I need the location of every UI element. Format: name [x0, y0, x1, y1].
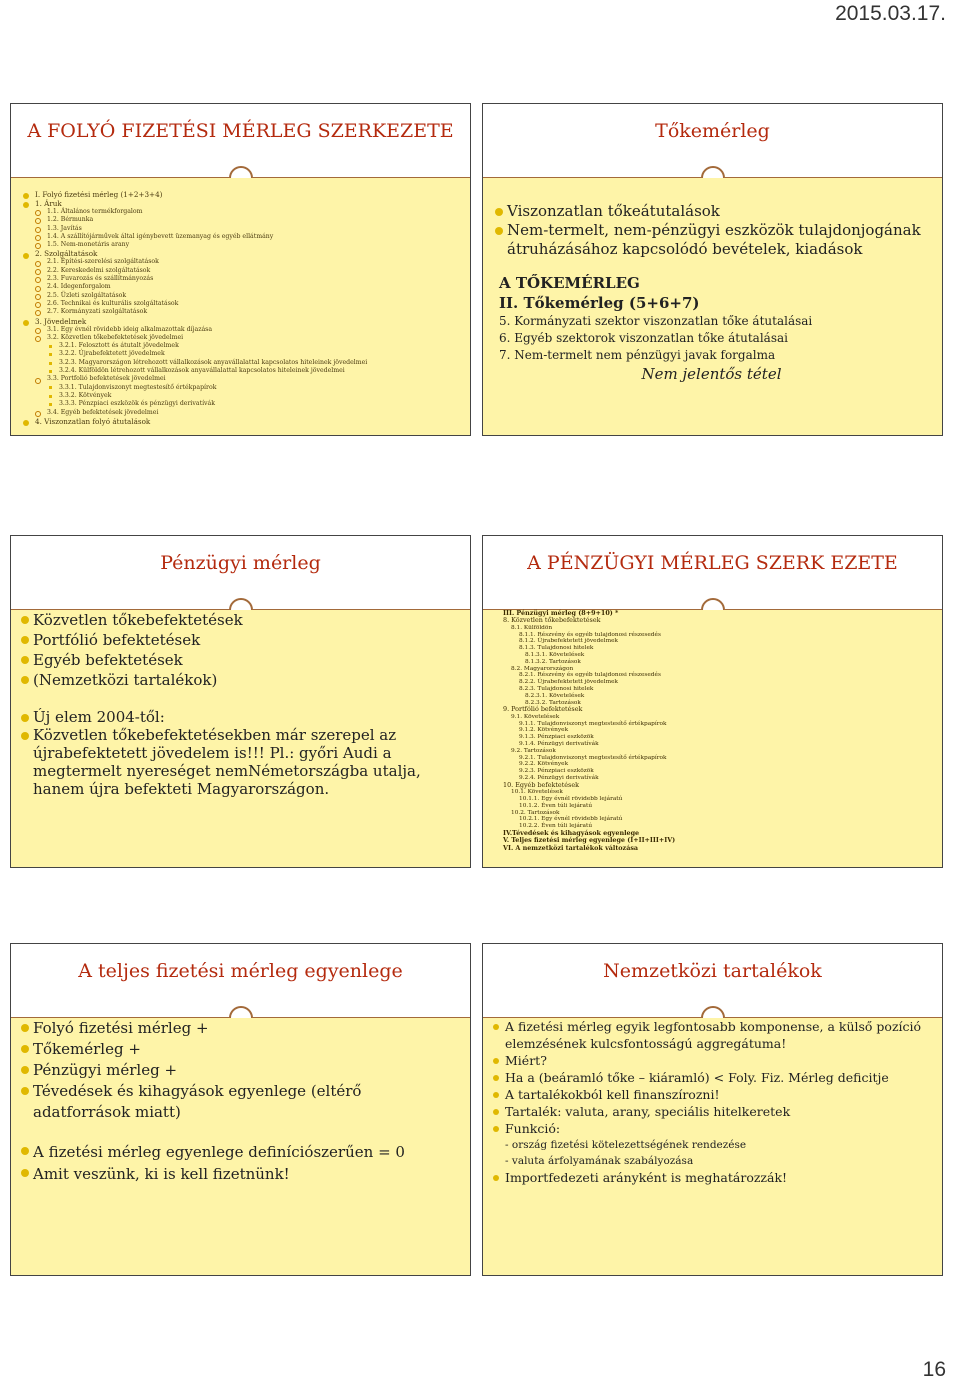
bullet-item: Amit veszünk, ki is kell fizetnünk! [17, 1163, 430, 1185]
outline-item: III. Pénzügyi mérleg (8+9+10) * [503, 609, 619, 617]
slide-body [483, 610, 942, 867]
sub-item: - valuta árfolyamának szabályozása [505, 1155, 694, 1167]
bullet-item: A tartalékokból kell finanszírozni! [489, 1086, 928, 1103]
outline-item: 9.1.2. Kötvények [519, 727, 569, 734]
section-heading: II. Tőkemérleg (5+6+7) [499, 294, 700, 312]
outline-item: 1.2. Bérmunka [19, 216, 460, 224]
outline-item: V. Teljes fizetési mérleg egyenlege (I+II+III+IV) [503, 836, 676, 845]
outline-item: 2.4. Idegenforgalom [19, 283, 460, 291]
slide-title: A teljes fizetési mérleg egyenlege [78, 960, 403, 982]
bullet-item: Portfólió befektetések [17, 630, 454, 650]
page-number: 16 [922, 1358, 946, 1381]
outline-item: 2.6. Technikai és kulturális szolgáltatások [19, 300, 460, 308]
outline-item: 8.1.3. Tulajdonosi hitelek [519, 645, 594, 652]
outline-item: 2.5. Üzleti szolgáltatások [19, 292, 460, 300]
outline-item: 8.2.2. Újrabefektetett jövedelmek [519, 679, 619, 686]
bullet-item: Folyó fizetési mérleg + [17, 1018, 430, 1039]
outline-item: 10.2.1. Egy évnél rövidebb lejáratú [519, 816, 623, 823]
bullet-item: Ha a (beáramló tőke – kiáramló) < Foly. Fiz. Mérleg deficitje [489, 1069, 928, 1086]
outline-item: 2. Szolgáltatások [19, 249, 460, 258]
outline-item: 8.1.3.2. Tartozások [525, 658, 581, 665]
slide-title: A PÉNZÜGYI MÉRLEG SZERK EZETE [527, 552, 898, 574]
outline-item: 9.2.1. Tulajdonviszonyt megtestesítő értékpapírok [519, 754, 667, 761]
outline-item: IV.Tévedések és kihagyások egyenlege [503, 828, 640, 837]
bullet-item: A fizetési mérleg egyik legfontosabb komponense, a külső pozíció elemzésének kulcsfontosságú aggregátuma! [489, 1018, 928, 1052]
outline-item: 3.3.1. Tulajdonviszonyt megtestesítő értékpapírok [19, 384, 460, 392]
outline-item: 3.2.4. Külföldön létrehozott vállalkozások anyavállalattal kapcsolatos hiteleinek jövedelmei [19, 367, 460, 375]
outline-item: 2.1. Építési-szerelési szolgáltatások [19, 258, 460, 266]
outline-item: 8.2.3.1. Követelések [525, 692, 585, 699]
outline-item: I. Folyó fizetési mérleg (1+2+3+4) [19, 190, 460, 199]
outline-item: 3. Jövedelmek [19, 317, 460, 326]
slide-title: Pénzügyi mérleg [160, 552, 321, 574]
line-item: 5. Kormányzati szektor viszonzatlan tőke átutalásai [499, 314, 813, 328]
outline-item: 10.1. Követelések [511, 789, 563, 796]
outline-item: VI. A nemzetközi tartalékok változása [503, 843, 639, 852]
outline-list [495, 610, 932, 852]
outline-item: 10.1.1. Egy évnél rövidebb lejáratú [519, 795, 623, 802]
bullet-item: (Nemzetközi tartalékok) [17, 670, 454, 690]
line-item: 6. Egyéb szektorok viszonzatlan tőke átutalásai [499, 331, 788, 345]
outline-item: 3.3.2. Kötvények [19, 392, 460, 400]
outline-item: 10.1.2. Éven túli lejáratú [519, 802, 593, 809]
bullet-item: Tévedések és kihagyások egyenlege (eltérő adatforrások miatt) [17, 1081, 430, 1123]
slide-body [11, 178, 470, 435]
outline-item: 10.2.2. Éven túli lejáratú [519, 823, 593, 830]
outline-item: 1.5. Nem-monetáris arany [19, 241, 460, 249]
outline-item: 8.2.3. Tulajdonosi hitelek [519, 685, 594, 692]
slide-title: Tőkemérleg [655, 120, 770, 142]
bullet-item: Közvetlen tőkebefektetések [17, 610, 454, 630]
outline-item: 3.4. Egyéb befektetések jövedelmei [19, 409, 460, 417]
outline-item: 2.3. Fuvarozás és szállítmányozás [19, 275, 460, 283]
outline-item: 3.3.3. Pénzpiaci eszközök és pénzügyi derivatívák [19, 400, 460, 408]
slide-title: Nemzetközi tartalékok [603, 960, 822, 982]
outline-item: 9.2.3. Pénzpiaci eszközök [519, 768, 594, 775]
outline-item: 1.4. A szállítójárművek által igénybevett üzemanyag és egyéb ellátmány [19, 233, 460, 241]
bullet-item: Közvetlen tőkebefektetésekben már szerepel az újrabefektetett jövedelem is!!! Pl.: győri Audi a megtermelt nyereséget nemNémetországba utalja, hanem újra befekteti Magyarországon. [17, 726, 454, 798]
bullet-item: Viszonzatlan tőkeátutalások [491, 202, 932, 221]
outline-item: 9.2. Tartozások [511, 747, 556, 754]
outline-item: 8.2.1. Részvény és egyéb tulajdonosi részesedés [519, 672, 661, 679]
outline-item: 8. Közvetlen tőkebefektetések [503, 616, 601, 625]
outline-item: 8.1.1. Részvény és egyéb tulajdonosi részesedés [519, 631, 661, 638]
outline-item: 8.2.3.2. Tartozások [525, 699, 581, 706]
bullet-item: Pénzügyi mérleg + [17, 1060, 430, 1081]
outline-item: 9.2.2. Kötvények [519, 761, 569, 768]
outline-item: 9.2.4. Pénzügyi derivatívák [519, 774, 599, 781]
slide-body [11, 1018, 470, 1275]
outline-item: 1. Áruk [19, 199, 460, 208]
slide-body [11, 610, 470, 867]
slide-title: A FOLYÓ FIZETÉSI MÉRLEG SZERKEZETE [27, 120, 454, 142]
section-heading: A TŐKEMÉRLEG [499, 274, 640, 292]
outline-item: 3.2.3. Magyarországon létrehozott vállalkozások anyavállalattal kapcsolatos hiteleinek jövedelmei [19, 359, 460, 367]
outline-item: 10. Egyéb befektetések [503, 780, 579, 789]
bullet-item: Tartalék: valuta, arany, speciális hitelkeretek [489, 1103, 928, 1120]
bullet-item: Funkció: [489, 1120, 928, 1137]
bullet-item: Új elem 2004-től: [17, 708, 454, 726]
slide-tokemerleg [482, 103, 943, 436]
outline-item: 4. Viszonzatlan folyó átutalások [19, 417, 460, 426]
outline-item: 9. Portfólió befektetések [503, 705, 583, 714]
bullet-item: Importfedezeti arányként is meghatározzák! [489, 1169, 928, 1187]
slide-penzugyi-merleg [10, 535, 471, 868]
outline-item: 3.2.2. Újrabefektetett jövedelmek [19, 350, 460, 358]
sub-item: - ország fizetési kötelezettségének rendezése [505, 1139, 747, 1151]
bullet-item: A fizetési mérleg egyenlege definíciószerűen = 0 [17, 1141, 430, 1163]
outline-item: 8.2. Magyarországon [511, 665, 574, 672]
outline-item: 3.2.1. Felosztott és átutalt jövedelmek [19, 342, 460, 350]
outline-list [19, 190, 460, 426]
bullet-item: Miért? [489, 1052, 928, 1069]
outline-item: 1.1. Általános termékforgalom [19, 208, 460, 216]
outline-item: 9.1.1. Tulajdonviszonyt megtestesítő értékpapírok [519, 720, 667, 727]
outline-item: 8.1.2. Újrabefektetett jövedelmek [519, 638, 619, 645]
bullet-item: Tőkemérleg + [17, 1039, 430, 1060]
outline-item: 9.1.3. Pénzpiaci eszközök [519, 734, 594, 741]
outline-item: 2.2. Kereskedelmi szolgáltatások [19, 267, 460, 275]
slide-body [483, 178, 942, 435]
slide-nemzetkozi-tartalekok [482, 943, 943, 1276]
bullet-item: Egyéb befektetések [17, 650, 454, 670]
slide-body [483, 1018, 942, 1275]
outline-item: 3.2. Közvetlen tőkebefektetések jövedelmei [19, 334, 460, 342]
slide-folyo-fizetesi-merleg [10, 103, 471, 436]
slide-teljes-fizetesi-merleg [10, 943, 471, 1276]
note-text: Nem jelentős tétel [641, 365, 782, 383]
outline-item: 10.2. Tartozások [511, 809, 560, 816]
outline-item: 3.1. Egy évnél rövidebb ideig alkalmazottak díjazása [19, 326, 460, 334]
outline-item: 9.1. Követelések [511, 713, 560, 720]
outline-item: 2.7. Kormányzati szolgáltatások [19, 308, 460, 316]
outline-item: 8.1.3.1. Követelések [525, 652, 585, 658]
outline-item: 8.1. Külföldön [511, 624, 553, 631]
header-date: 2015.03.17. [835, 2, 946, 25]
outline-item: 3.3. Portfolió befektetések jövedelmei [19, 375, 460, 383]
line-item: 7. Nem-termelt nem pénzügyi javak forgalma [499, 348, 776, 362]
slide-penzugyi-merleg-szerkezete [482, 535, 943, 868]
outline-item: 1.3. Javítás [19, 225, 460, 233]
bullet-item: Nem-termelt, nem-pénzügyi eszközök tulajdonjogának átruházásához kapcsolódó bevételek, kiadások [491, 221, 932, 259]
outline-item: 9.1.4. Pénzügyi derivatívák [519, 740, 599, 747]
